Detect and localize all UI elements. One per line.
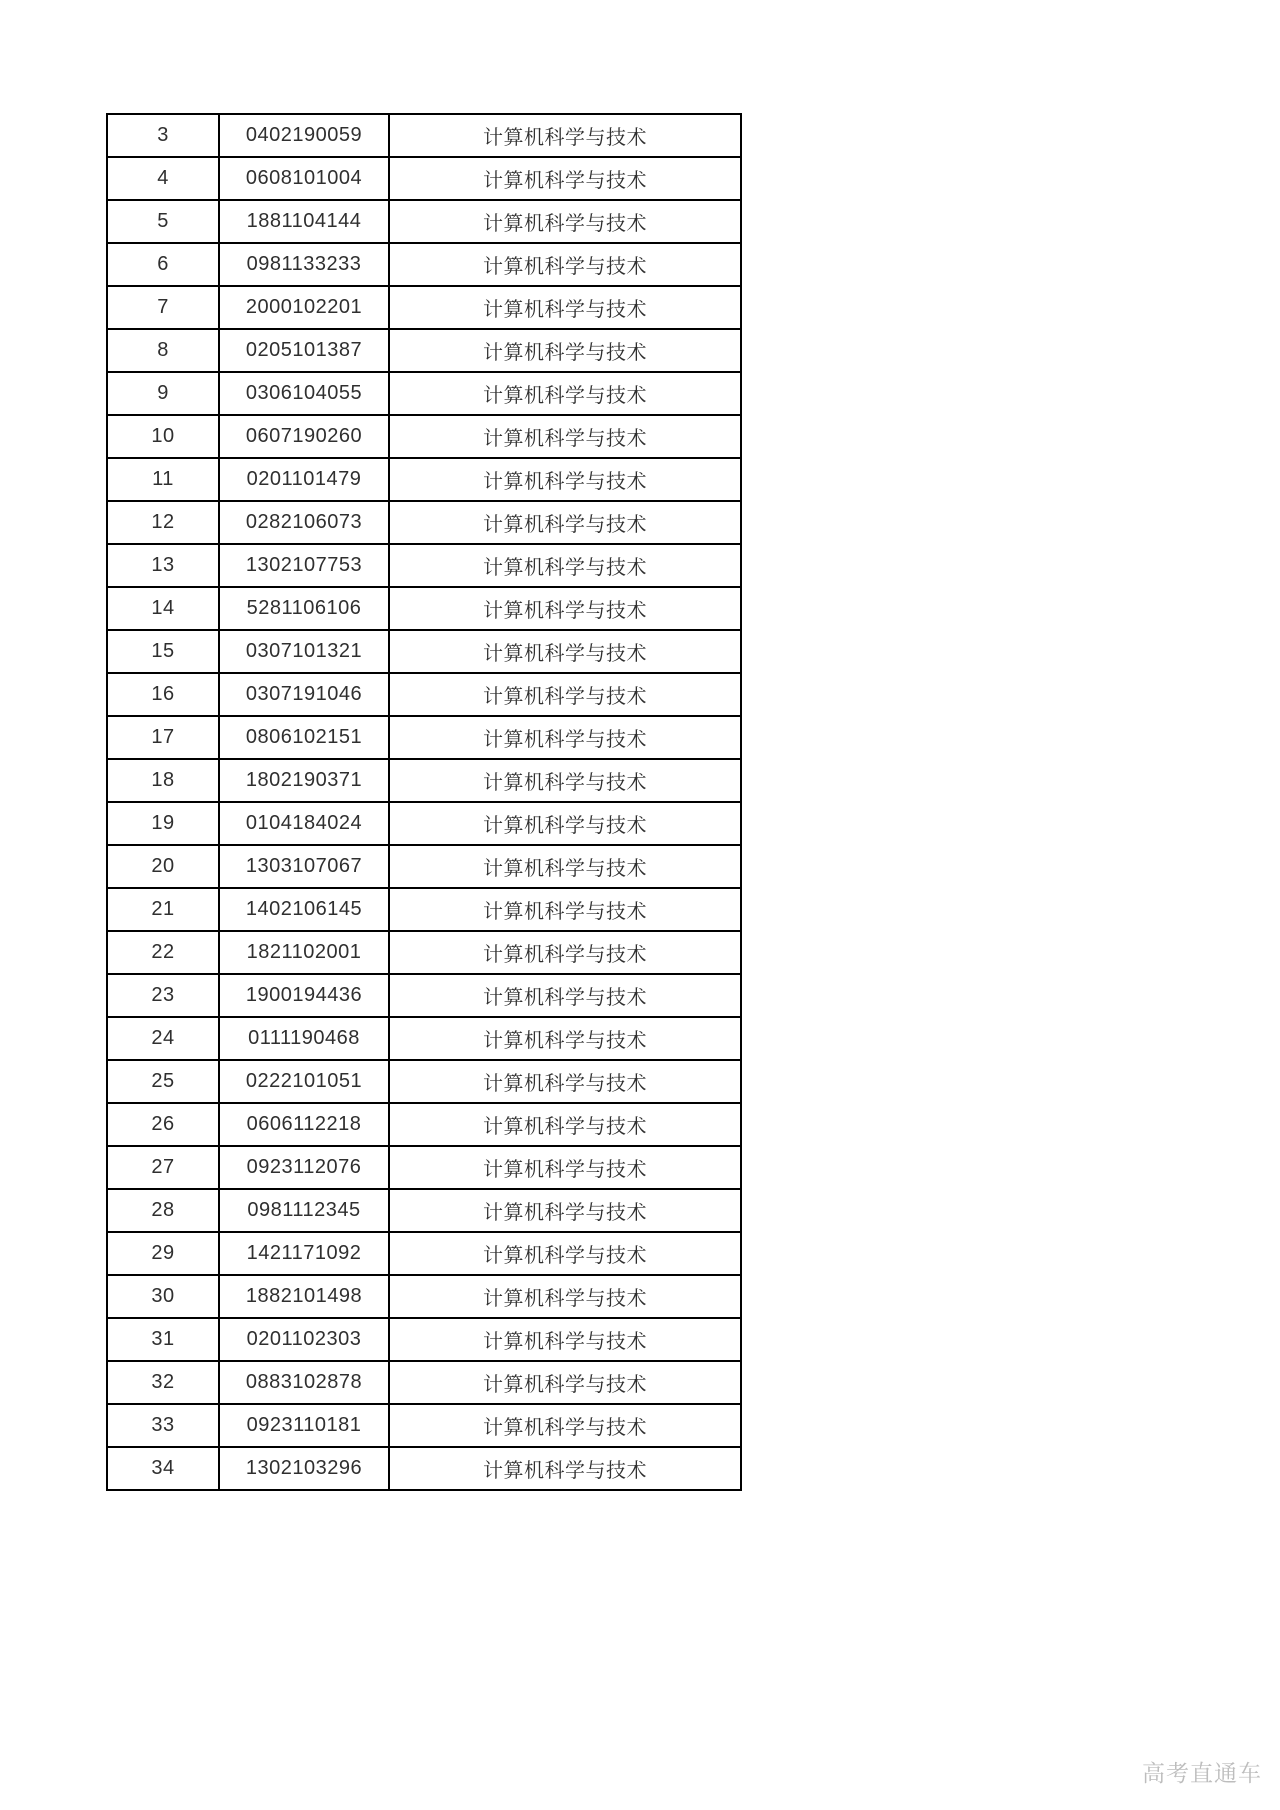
- candidate-id-cell: 0981112345: [219, 1189, 389, 1232]
- table-row: [107, 544, 741, 587]
- candidate-id-cell: 0981133233: [219, 243, 389, 286]
- row-number-cell: 7: [107, 286, 219, 329]
- candidate-id-cell: 0201101479: [219, 458, 389, 501]
- table-row: [107, 243, 741, 286]
- row-number-cell: 13: [107, 544, 219, 587]
- row-number-cell: 33: [107, 1404, 219, 1447]
- table-row: [107, 372, 741, 415]
- row-number-cell: 17: [107, 716, 219, 759]
- row-number-cell: 11: [107, 458, 219, 501]
- row-number-cell: 14: [107, 587, 219, 630]
- candidate-id-cell: 1302103296: [219, 1447, 389, 1490]
- candidate-id-cell: 0222101051: [219, 1060, 389, 1103]
- row-number-cell: 18: [107, 759, 219, 802]
- major-cell: 计算机科学与技术: [389, 200, 741, 243]
- row-number-cell: 22: [107, 931, 219, 974]
- row-number-cell: 28: [107, 1189, 219, 1232]
- candidate-id-cell: 0883102878: [219, 1361, 389, 1404]
- candidate-id-cell: 0606112218: [219, 1103, 389, 1146]
- table-row: [107, 759, 741, 802]
- candidate-id-cell: 1303107067: [219, 845, 389, 888]
- major-cell: 计算机科学与技术: [389, 1404, 741, 1447]
- table-row: [107, 1017, 741, 1060]
- row-number-cell: 10: [107, 415, 219, 458]
- candidate-id-cell: 0607190260: [219, 415, 389, 458]
- table-row: [107, 1103, 741, 1146]
- table-row: [107, 888, 741, 931]
- major-cell: 计算机科学与技术: [389, 329, 741, 372]
- row-number-cell: 16: [107, 673, 219, 716]
- major-cell: 计算机科学与技术: [389, 501, 741, 544]
- candidate-id-cell: 1821102001: [219, 931, 389, 974]
- candidate-id-cell: 0201102303: [219, 1318, 389, 1361]
- major-cell: 计算机科学与技术: [389, 716, 741, 759]
- candidate-id-cell: 0402190059: [219, 114, 389, 157]
- row-number-cell: 30: [107, 1275, 219, 1318]
- table-row: [107, 1275, 741, 1318]
- table-row: [107, 329, 741, 372]
- major-cell: 计算机科学与技术: [389, 587, 741, 630]
- table-row: [107, 802, 741, 845]
- row-number-cell: 24: [107, 1017, 219, 1060]
- candidate-id-cell: 0307191046: [219, 673, 389, 716]
- major-cell: 计算机科学与技术: [389, 974, 741, 1017]
- table-row: [107, 1232, 741, 1275]
- row-number-cell: 31: [107, 1318, 219, 1361]
- major-cell: 计算机科学与技术: [389, 759, 741, 802]
- major-cell: 计算机科学与技术: [389, 931, 741, 974]
- major-cell: 计算机科学与技术: [389, 1318, 741, 1361]
- major-cell: 计算机科学与技术: [389, 1189, 741, 1232]
- major-cell: 计算机科学与技术: [389, 243, 741, 286]
- candidate-id-cell: 1402106145: [219, 888, 389, 931]
- table-row: [107, 1060, 741, 1103]
- candidate-id-cell: 0923112076: [219, 1146, 389, 1189]
- major-cell: 计算机科学与技术: [389, 286, 741, 329]
- candidate-id-cell: 2000102201: [219, 286, 389, 329]
- major-cell: 计算机科学与技术: [389, 630, 741, 673]
- candidate-id-cell: 0282106073: [219, 501, 389, 544]
- table-row: [107, 673, 741, 716]
- candidate-id-cell: 1421171092: [219, 1232, 389, 1275]
- major-cell: 计算机科学与技术: [389, 1103, 741, 1146]
- table-row: [107, 716, 741, 759]
- major-cell: 计算机科学与技术: [389, 157, 741, 200]
- table-row: [107, 630, 741, 673]
- table-row: [107, 286, 741, 329]
- row-number-cell: 5: [107, 200, 219, 243]
- row-number-cell: 32: [107, 1361, 219, 1404]
- row-number-cell: 21: [107, 888, 219, 931]
- candidate-id-cell: 1881104144: [219, 200, 389, 243]
- row-number-cell: 19: [107, 802, 219, 845]
- candidate-id-cell: 0104184024: [219, 802, 389, 845]
- table-row: [107, 200, 741, 243]
- row-number-cell: 6: [107, 243, 219, 286]
- row-number-cell: 4: [107, 157, 219, 200]
- row-number-cell: 20: [107, 845, 219, 888]
- candidate-id-cell: 0806102151: [219, 716, 389, 759]
- major-cell: 计算机科学与技术: [389, 415, 741, 458]
- table-row: [107, 587, 741, 630]
- candidate-id-cell: 0923110181: [219, 1404, 389, 1447]
- candidate-id-cell: 1900194436: [219, 974, 389, 1017]
- major-cell: 计算机科学与技术: [389, 114, 741, 157]
- table-row: [107, 1404, 741, 1447]
- row-number-cell: 12: [107, 501, 219, 544]
- major-cell: 计算机科学与技术: [389, 372, 741, 415]
- candidate-id-cell: 1882101498: [219, 1275, 389, 1318]
- major-cell: 计算机科学与技术: [389, 1060, 741, 1103]
- major-cell: 计算机科学与技术: [389, 802, 741, 845]
- row-number-cell: 29: [107, 1232, 219, 1275]
- candidate-id-cell: 0205101387: [219, 329, 389, 372]
- watermark-text: 高考直通车: [1142, 1760, 1262, 1786]
- table-row: [107, 1318, 741, 1361]
- admission-list-table: [106, 113, 742, 1491]
- candidate-id-cell: 1302107753: [219, 544, 389, 587]
- major-cell: 计算机科学与技术: [389, 1447, 741, 1490]
- table-row: [107, 501, 741, 544]
- major-cell: 计算机科学与技术: [389, 1017, 741, 1060]
- major-cell: 计算机科学与技术: [389, 458, 741, 501]
- major-cell: 计算机科学与技术: [389, 544, 741, 587]
- table-row: [107, 931, 741, 974]
- row-number-cell: 8: [107, 329, 219, 372]
- table-row: [107, 1361, 741, 1404]
- table-row: [107, 157, 741, 200]
- table-row: [107, 458, 741, 501]
- table-row: [107, 974, 741, 1017]
- candidate-id-cell: 0306104055: [219, 372, 389, 415]
- row-number-cell: 27: [107, 1146, 219, 1189]
- major-cell: 计算机科学与技术: [389, 673, 741, 716]
- candidate-id-cell: 1802190371: [219, 759, 389, 802]
- row-number-cell: 25: [107, 1060, 219, 1103]
- row-number-cell: 34: [107, 1447, 219, 1490]
- row-number-cell: 9: [107, 372, 219, 415]
- table-row: [107, 1189, 741, 1232]
- major-cell: 计算机科学与技术: [389, 1361, 741, 1404]
- major-cell: 计算机科学与技术: [389, 888, 741, 931]
- major-cell: 计算机科学与技术: [389, 845, 741, 888]
- candidate-id-cell: 0111190468: [219, 1017, 389, 1060]
- candidate-id-cell: 0307101321: [219, 630, 389, 673]
- table-row: [107, 845, 741, 888]
- table-body: [107, 114, 741, 1490]
- table-row: [107, 415, 741, 458]
- candidate-id-cell: 5281106106: [219, 587, 389, 630]
- table-row: [107, 114, 741, 157]
- row-number-cell: 23: [107, 974, 219, 1017]
- table-row: [107, 1146, 741, 1189]
- row-number-cell: 26: [107, 1103, 219, 1146]
- major-cell: 计算机科学与技术: [389, 1275, 741, 1318]
- row-number-cell: 15: [107, 630, 219, 673]
- row-number-cell: 3: [107, 114, 219, 157]
- major-cell: 计算机科学与技术: [389, 1146, 741, 1189]
- table-row: [107, 1447, 741, 1490]
- candidate-id-cell: 0608101004: [219, 157, 389, 200]
- major-cell: 计算机科学与技术: [389, 1232, 741, 1275]
